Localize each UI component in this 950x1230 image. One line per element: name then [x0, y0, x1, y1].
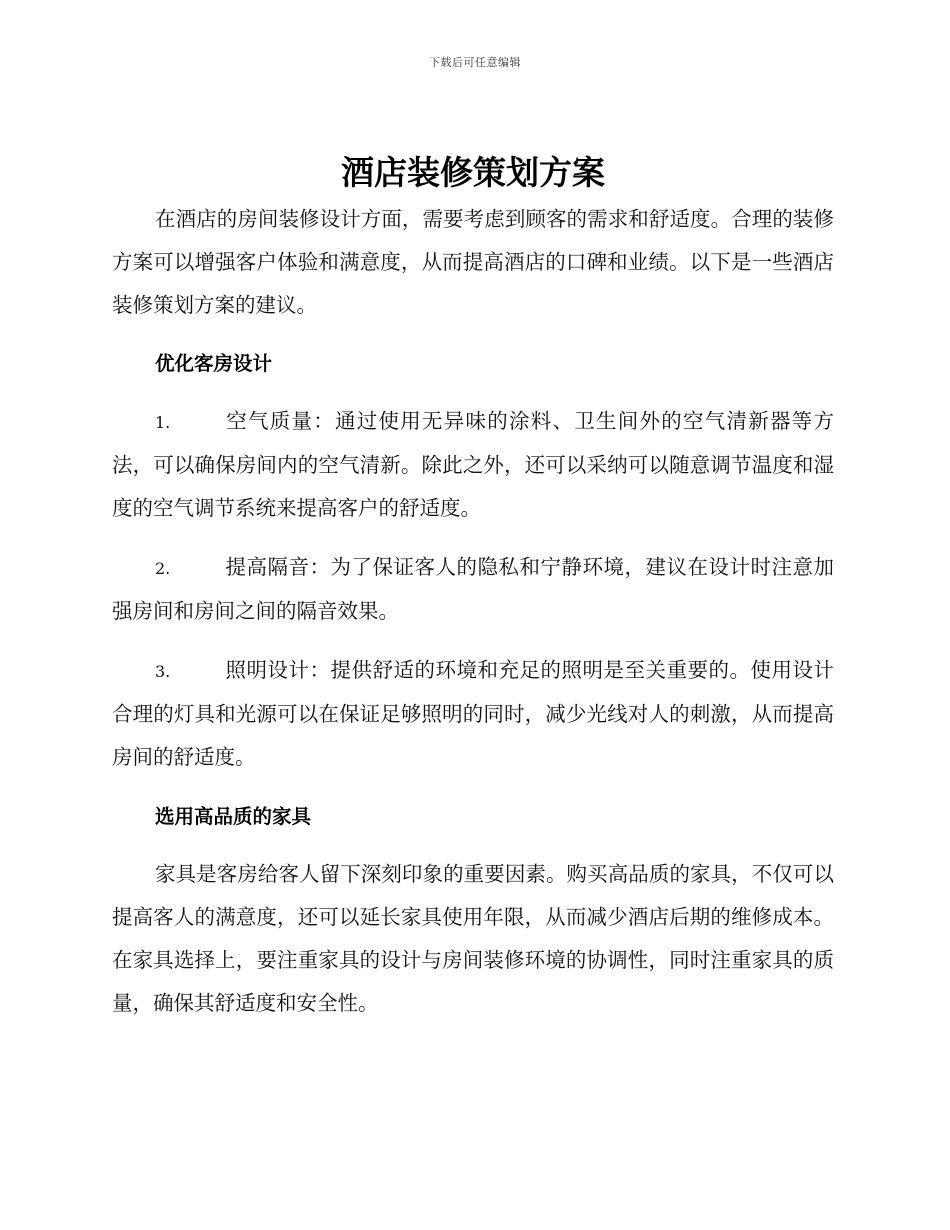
list-item-number: 1. — [155, 413, 171, 432]
header-note: 下载后可任意编辑 — [429, 56, 521, 69]
list-item-number: 3. — [155, 662, 171, 681]
section-heading-furniture: 选用高品质的家具 — [155, 805, 312, 828]
list-item-text: 提高隔音：为了保证客人的隐私和宁静环境，建议在设计时注意加强房间和房间之间的隔音效果。 — [112, 555, 834, 623]
list-item — [112, 400, 834, 530]
list-item-text: 空气质量：通过使用无异味的涂料、卫生间外的空气清新器等方法，可以确保房间内的空气清新。除此之外，还可以采纳可以随意调节温度和湿度的空气调节系统来提高客户的舒适度。 — [112, 409, 834, 520]
list-item — [112, 546, 834, 633]
list-item-number: 2. — [155, 559, 171, 578]
document-title: 酒店装修策划方案 — [341, 153, 605, 192]
document-body — [112, 150, 834, 1025]
list-item — [112, 649, 834, 779]
furniture-paragraph: 家具是客房给客人留下深刻印象的重要因素。购买高品质的家具，不仅可以提高客人的满意度，还可以延长家具使用年限，从而减少酒店后期的维修成本。在家具选择上，要注重家具的设计与房间装修环境的协调性，同时注重家具的质量，确保其舒适度和安全性。 — [112, 862, 834, 1015]
list-item-text: 照明设计：提供舒适的环境和充足的照明是至关重要的。使用设计合理的灯具和光源可以在保证足够照明的同时，减少光线对人的刺激，从而提高房间的舒适度。 — [112, 658, 834, 769]
section-heading-room-design: 优化客房设计 — [155, 352, 273, 375]
intro-paragraph: 在酒店的房间装修设计方面，需要考虑到顾客的需求和舒适度。合理的装修方案可以增强客户体验和满意度，从而提高酒店的口碑和业绩。以下是一些酒店装修策划方案的建议。 — [112, 207, 834, 317]
